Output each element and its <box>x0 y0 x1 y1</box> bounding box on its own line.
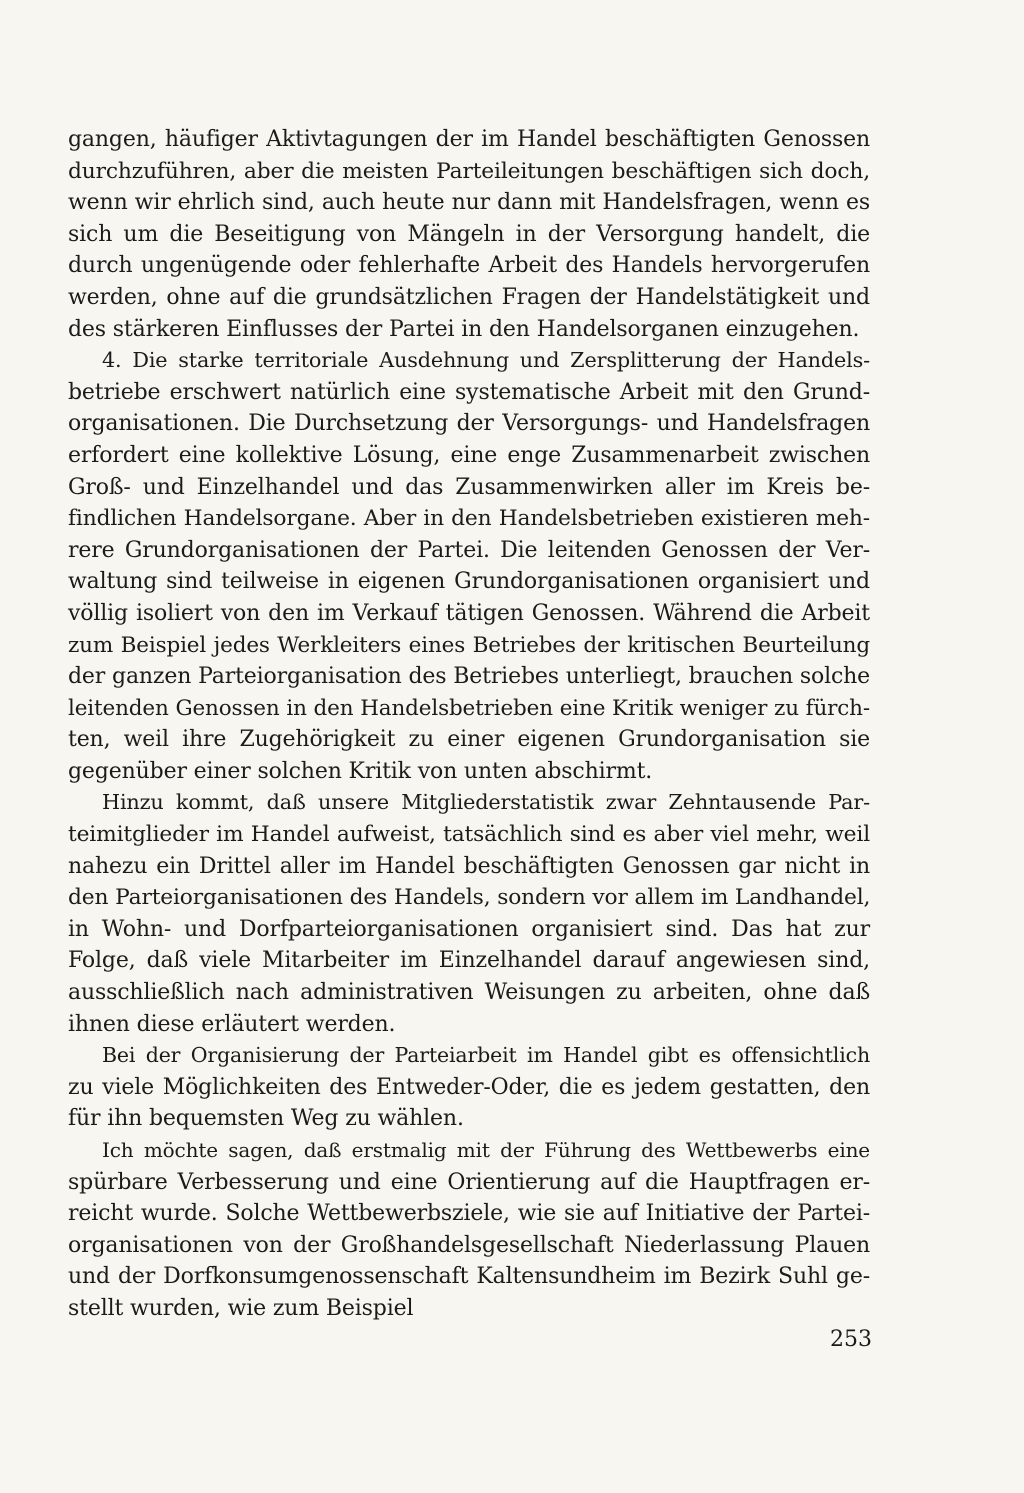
page-number: 253 <box>830 1327 872 1352</box>
text-line: den Parteiorganisationen des Handels, sondern vor allem im Landhandel, <box>68 885 871 911</box>
text-line: durchzuführen, aber die meisten Parteileitungen beschäftigen sich doch, <box>68 158 870 184</box>
text-line: für ihn bequemsten Weg zu wählen. <box>68 1106 464 1132</box>
body-text <box>68 124 870 1325</box>
text-line: sich um die Beseitigung von Mängeln in der Versorgung handelt, die <box>68 221 870 247</box>
text-line: ihnen diese erläutert werden. <box>68 1011 396 1037</box>
text-line: des stärkeren Einflusses der Partei in den Handelsorganen einzugehen. <box>68 316 860 342</box>
text-line: erfordert eine kollektive Lösung, eine enge Zusammenarbeit zwischen <box>68 442 870 468</box>
text-line: ten, weil ihre Zugehörigkeit zu einer eigenen Grundorganisation sie <box>68 727 870 753</box>
text-line: Groß- und Einzelhandel und das Zusammenwirken aller im Kreis be- <box>68 474 870 500</box>
text-line: durch ungenügende oder fehlerhafte Arbeit des Handels hervorgerufen <box>68 253 870 279</box>
text-line: teimitglieder im Handel aufweist, tatsächlich sind es aber viel mehr, weil <box>68 822 870 848</box>
text-line: zum Beispiel jedes Werkleiters eines Betriebes der kritischen Beurteilung <box>68 632 870 658</box>
text-line: Folge, daß viele Mitarbeiter im Einzelhandel darauf angewiesen sind, <box>68 948 870 974</box>
text-line: nahezu ein Drittel aller im Handel beschäftigten Genossen gar nicht in <box>68 853 870 879</box>
text-line: organisationen. Die Durchsetzung der Versorgungs- und Handelsfragen <box>68 411 870 437</box>
text-line: betriebe erschwert natürlich eine systematische Arbeit mit den Grund- <box>68 379 870 405</box>
text-line: 4. Die starke territoriale Ausdehnung und Zersplitterung der Handels- <box>102 348 870 373</box>
text-line: Bei der Organisierung der Parteiarbeit im Handel gibt es offensichtlich <box>102 1043 870 1068</box>
text-line: zu viele Möglichkeiten des Entweder-Oder, die es jedem gestatten, den <box>68 1074 870 1100</box>
text-line: waltung sind teilweise in eigenen Grundorganisationen organisiert und <box>68 569 870 595</box>
text-line: gegenüber einer solchen Kritik von unten abschirmt. <box>68 758 653 784</box>
text-line: stellt wurden, wie zum Beispiel <box>68 1295 414 1321</box>
text-line: rere Grundorganisationen der Partei. Die leitenden Genossen der Ver- <box>68 537 870 563</box>
text-line: Hinzu kommt, daß unsere Mitgliederstatistik zwar Zehntausende Par- <box>102 790 870 815</box>
text-line: wenn wir ehrlich sind, auch heute nur dann mit Handelsfragen, wenn es <box>68 190 870 216</box>
text-line: in Wohn- und Dorfparteiorganisationen organisiert sind. Das hat zur <box>68 916 870 942</box>
text-line: spürbare Verbesserung und eine Orientierung auf die Hauptfragen er- <box>68 1169 870 1195</box>
text-line: werden, ohne auf die grundsätzlichen Fragen der Handelstätigkeit und <box>68 284 870 310</box>
text-line: völlig isoliert von den im Verkauf tätigen Genossen. Während die Arbeit <box>68 600 870 626</box>
text-line: findlichen Handelsorgane. Aber in den Handelsbetrieben existieren meh- <box>68 506 870 532</box>
text-line: der ganzen Parteiorganisation des Betriebes unterliegt, brauchen solche <box>68 664 871 690</box>
text-line: reicht wurde. Solche Wettbewerbsziele, wie sie auf Initiative der Partei- <box>68 1201 870 1227</box>
text-line: organisationen von der Großhandelsgesellschaft Niederlassung Plauen <box>68 1232 870 1258</box>
text-line: leitenden Genossen in den Handelsbetrieben eine Kritik weniger zu fürch- <box>68 695 870 721</box>
text-line: und der Dorfkonsumgenossenschaft Kaltensundheim im Bezirk Suhl ge- <box>68 1264 870 1290</box>
text-line: Ich möchte sagen, daß erstmalig mit der Führung des Wettbewerbs eine <box>102 1138 870 1162</box>
text-line: gangen, häufiger Aktivtagungen der im Handel beschäftigten Genossen <box>68 127 870 152</box>
text-line: ausschließlich nach administrativen Weisungen zu arbeiten, ohne daß <box>68 980 870 1006</box>
